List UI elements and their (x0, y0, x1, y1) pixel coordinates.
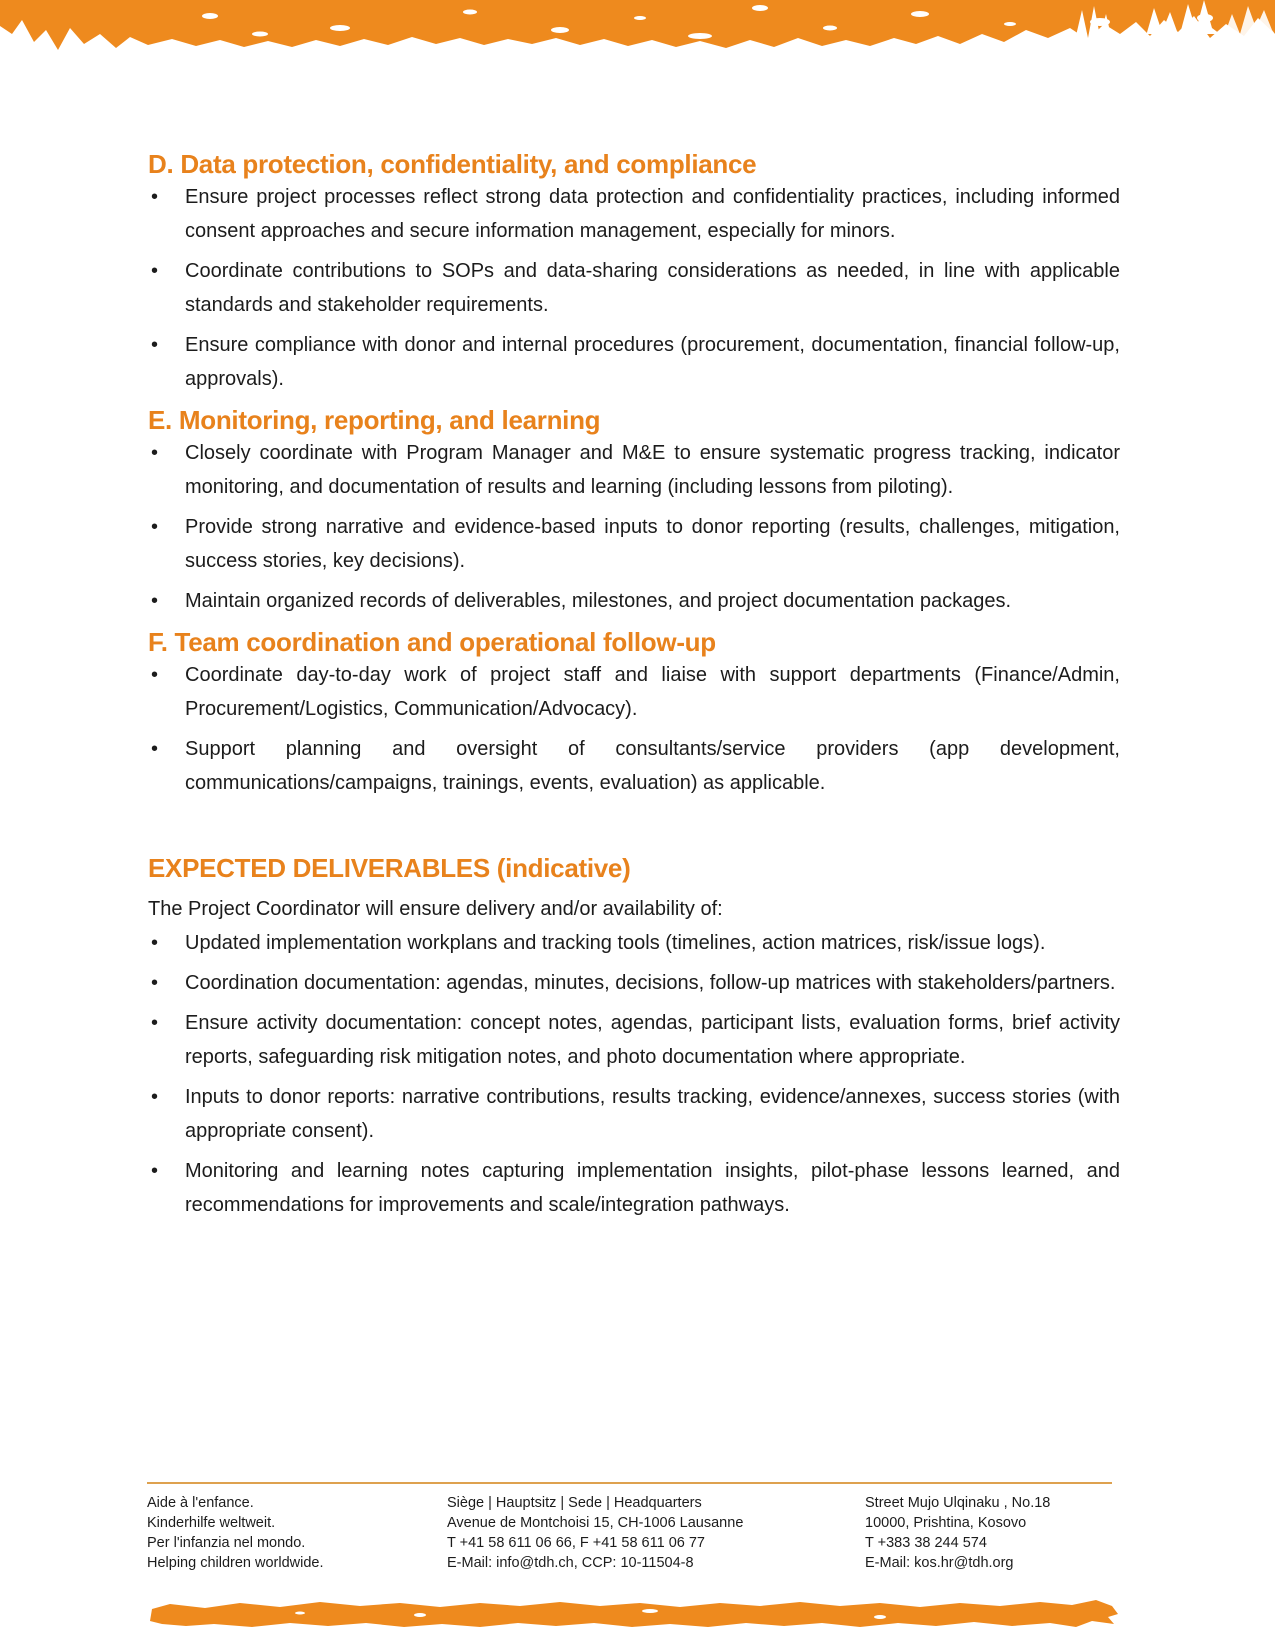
bullet-item: • Monitoring and learning notes capturing implementation insights, pilot-phase lessons learned, and recommendations for improvements and scale/integration pathways. (148, 1154, 1120, 1222)
section-heading-d: D. Data protection, confidentiality, and compliance (148, 149, 757, 179)
bullet-item: • Provide strong narrative and evidence-based inputs to donor reporting (results, challenges, mitigation, success stories, key decisions). (148, 510, 1120, 578)
footer-columns (147, 1493, 1112, 1573)
bullet-item: • Maintain organized records of deliverables, milestones, and project documentation packages. (148, 584, 1120, 618)
bullet-list-section-e (148, 436, 1120, 618)
footer-line: E-Mail: kos.hr@tdh.org (865, 1555, 1014, 1571)
bullet-list-deliverables (148, 926, 1120, 1222)
footer-line: E-Mail: info@tdh.ch, CCP: 10-11504-8 (447, 1555, 694, 1571)
footer-line: Siège | Hauptsitz | Sede | Headquarters (447, 1495, 702, 1511)
section-heading-f: F. Team coordination and operational follow-up (148, 627, 716, 657)
footer-line: Helping children worldwide. (147, 1555, 324, 1571)
footer-line: T +41 58 611 06 66, F +41 58 611 06 77 (447, 1535, 705, 1551)
bullet-item: • Coordinate day-to-day work of project staff and liaise with support departments (Finance/Admin, Procurement/Logistics, Communication/Advocacy). (148, 658, 1120, 726)
deliverables-intro: The Project Coordinator will ensure delivery and/or availability of: (148, 898, 723, 920)
footer-column-mottos (147, 1493, 447, 1573)
deliverables-heading: EXPECTED DELIVERABLES (indicative) (148, 853, 631, 883)
bottom-brush-shape (150, 1600, 1118, 1627)
footer-line: Per l'infanzia nel mondo. (147, 1535, 306, 1551)
bullet-item: • Inputs to donor reports: narrative contributions, results tracking, evidence/annexes, success stories (with appropriate consent). (148, 1080, 1120, 1148)
footer-line: Avenue de Montchoisi 15, CH-1006 Lausanne (447, 1515, 744, 1531)
bullet-item: • Ensure project processes reflect strong data protection and confidentiality practices, including informed consent approaches and secure information management, especially for minors. (148, 180, 1120, 248)
footer-column-headquarters (447, 1493, 865, 1573)
bullet-item: • Support planning and oversight of consultants/service providers (app development, communications/campaigns, trainings, events, evaluation) as applicable. (148, 732, 1120, 800)
footer-line: Street Mujo Ulqinaku , No.18 (865, 1495, 1051, 1511)
bullet-item: • Coordinate contributions to SOPs and data-sharing considerations as needed, in line with applicable standards and stakeholder requirements. (148, 254, 1120, 322)
footer-divider (147, 1482, 1112, 1484)
bullet-item: • Ensure compliance with donor and internal procedures (procurement, documentation, financial follow-up, approvals). (148, 328, 1120, 396)
document-content (148, 50, 1120, 1222)
bullet-item: • Ensure activity documentation: concept notes, agendas, participant lists, evaluation forms, brief activity reports, safeguarding risk mitigation notes, and photo documentation where appropriate. (148, 1006, 1120, 1074)
bottom-brush-stroke (0, 1595, 1275, 1635)
page-footer (147, 1482, 1112, 1573)
bullet-item: • Updated implementation workplans and tracking tools (timelines, action matrices, risk/issue logs). (148, 926, 1120, 960)
footer-line: T +383 38 244 574 (865, 1535, 987, 1551)
footer-line: 10000, Prishtina, Kosovo (865, 1515, 1027, 1531)
bullet-list-section-d (148, 180, 1120, 396)
bullet-item: • Closely coordinate with Program Manager and M&E to ensure systematic progress tracking, indicator monitoring, and documentation of results and learning (including lessons from piloting). (148, 436, 1120, 504)
footer-column-kosovo-office (865, 1493, 1112, 1573)
bullet-list-section-f (148, 658, 1120, 800)
footer-line: Kinderhilfe weltweit. (147, 1515, 276, 1531)
bullet-item: • Coordination documentation: agendas, minutes, decisions, follow-up matrices with stakeholders/partners. (148, 966, 1120, 1000)
footer-line: Aide à l'enfance. (147, 1495, 254, 1511)
section-heading-e: E. Monitoring, reporting, and learning (148, 405, 601, 435)
